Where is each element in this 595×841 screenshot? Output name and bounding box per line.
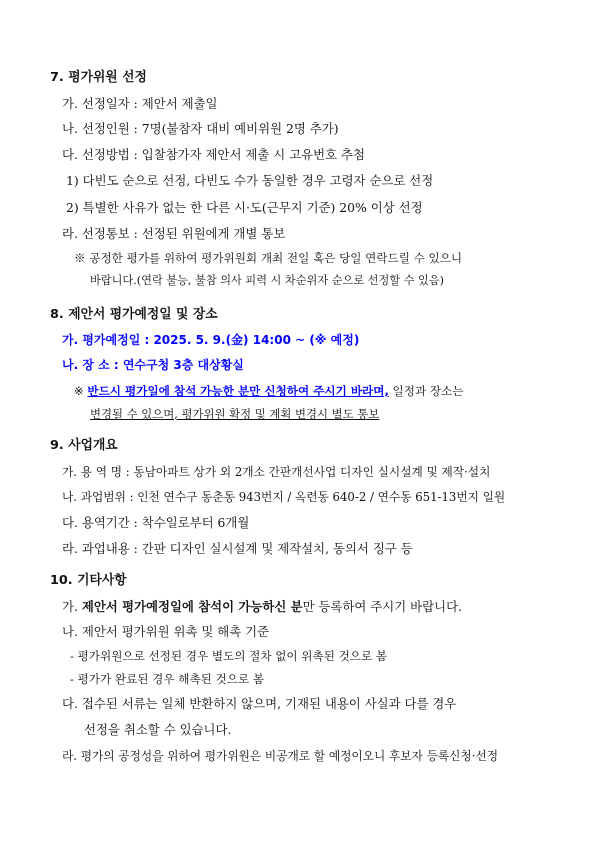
sec10-item-b: 나. 제안서 평가위원 위촉 및 해촉 기준 — [62, 624, 270, 639]
sec7-item-a: 가. 선정일자 : 제안서 제출일 — [62, 96, 218, 111]
sec8-item-a-date: 가. 평가예정일 : 2025. 5. 9.(金) 14:00 ~ (※ 예정) — [62, 333, 360, 347]
sec7-item-c: 다. 선정방법 : 입찰참가자 제안서 제출 시 고유번호 추첨 — [62, 147, 365, 162]
section-7-title: 7. 평가위원 선정 — [50, 70, 147, 85]
section-8-title: 8. 제안서 평가예정일 및 장소 — [50, 307, 218, 322]
sec10-item-c-line2: 선정을 취소할 수 있습니다. — [84, 722, 232, 737]
sec7-item-c1: 1) 다빈도 순으로 선정, 다빈도 수가 동일한 경우 고령자 순으로 선정 — [66, 173, 434, 188]
sec7-item-c2: 2) 특별한 사유가 없는 한 다른 시·도(근무지 기준) 20% 이상 선정 — [66, 200, 423, 215]
sec8-note-line2: 변경될 수 있으며, 평가위원 확정 및 계획 변경시 별도 통보 — [90, 407, 380, 421]
sec10-item-a-emphasis: 제안서 평가예정일에 참석이 가능하신 분 — [81, 599, 303, 614]
sec7-item-b: 나. 선정인원 : 7명(불참자 대비 예비위원 2명 추가) — [62, 121, 339, 136]
section-9-title: 9. 사업개요 — [50, 438, 118, 453]
sec7-note-line2: 바랍니다.(연락 불능, 불참 의사 피력 시 차순위자 순으로 선정할 수 있음) — [90, 274, 445, 287]
sec8-item-b-place: 나. 장 소 : 연수구청 3층 대상황실 — [62, 358, 244, 372]
note-mark: ※ — [74, 384, 88, 398]
sec9-item-d: 라. 과업내용 : 간판 디자인 실시설계 및 제작설치, 동의서 징구 등 — [62, 541, 413, 556]
sec10-item-b2: - 평가가 완료된 경우 해촉된 것으로 봄 — [70, 672, 265, 686]
sec10-item-d: 라. 평가의 공정성을 위하여 평가위원은 비공개로 할 예정이오니 후보자 등록신청·선정 — [62, 749, 499, 763]
sec10-item-a-rest: 만 등록하여 주시기 바랍니다. — [302, 599, 462, 614]
sec9-item-c: 다. 용역기간 : 착수일로부터 6개월 — [62, 515, 250, 530]
sec10-item-b1: - 평가위원으로 선정된 경우 별도의 절차 없이 위촉된 것으로 봄 — [70, 649, 388, 663]
sec8-note-rest: 일정과 장소는 — [388, 384, 464, 398]
sec10-item-a — [62, 599, 462, 615]
sec7-note-line1: ※ 공정한 평가를 위하여 평가위원회 개최 전일 혹은 당일 연락드릴 수 있으니 — [74, 251, 463, 265]
sec10-item-c-line1: 다. 접수된 서류는 일체 반환하지 않으며, 기재된 내용이 사실과 다를 경우 — [62, 696, 457, 711]
sec8-note-emphasis: 반드시 평가일에 참석 가능한 분만 신청하여 주시기 바라며, — [87, 384, 389, 398]
sec8-note-line1 — [74, 383, 463, 399]
sec9-item-a: 가. 용 역 명 : 동남아파트 상가 외 2개소 간판개선사업 디자인 실시설계 및 제작·설치 — [62, 465, 491, 479]
sec9-item-b: 나. 과업범위 : 인천 연수구 동춘동 943번지 / 옥련동 640-2 / 연수동 651-13번지 일원 — [62, 490, 506, 504]
item-prefix: 가. — [62, 599, 82, 614]
section-10-title: 10. 기타사항 — [50, 573, 127, 588]
sec7-item-d: 라. 선정통보 : 선정된 위원에게 개별 통보 — [62, 226, 286, 241]
